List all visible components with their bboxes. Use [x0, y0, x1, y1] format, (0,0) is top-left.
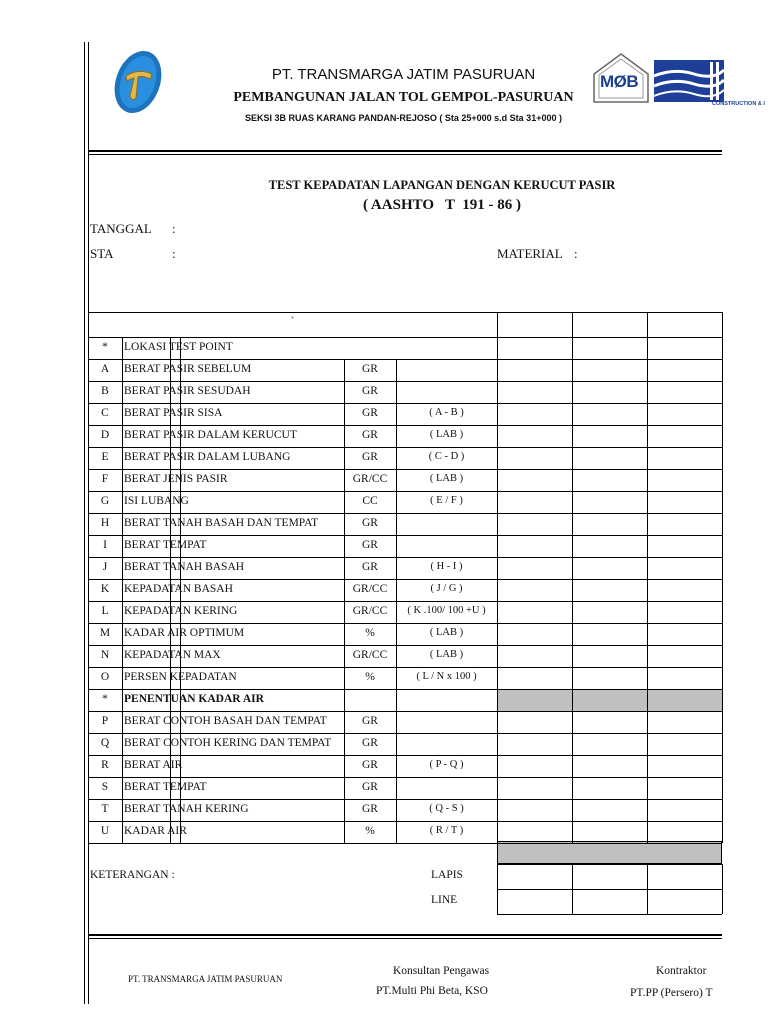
sign-right-company: PT.PP (Persero) T [630, 987, 713, 999]
footer-grid-rule [722, 864, 723, 914]
table-rule [88, 623, 722, 624]
row-description: KEPADATAN BASAH [124, 583, 233, 595]
row-code: C [101, 407, 109, 419]
row-code: A [100, 363, 110, 375]
row-code: H [100, 517, 110, 529]
table-rule [88, 425, 722, 426]
line-label: LINE [431, 894, 458, 906]
table-rule [88, 359, 722, 360]
form-title: TEST KEPADATAN LAPANGAN DENGAN KERUCUT PASIR [268, 178, 616, 192]
lapis-label: LAPIS [431, 869, 463, 881]
row-code: M [99, 627, 111, 639]
row-unit: GR [362, 781, 378, 793]
sign-right-title: Kontraktor [656, 965, 707, 977]
table-header-mark: ` [290, 316, 295, 328]
row-description: BERAT TANAH BASAH [124, 561, 245, 573]
company-name: PT. TRANSMARGA JATIM PASURUAN [271, 66, 536, 83]
row-code: * [102, 341, 108, 353]
row-unit: GR [362, 737, 378, 749]
table-column-rule [122, 337, 123, 843]
row-description: KADAR AIR OPTIMUM [124, 627, 245, 639]
row-description: BERAT TEMPAT [124, 539, 207, 551]
material-sep: : [574, 246, 578, 261]
table-rule [88, 711, 722, 712]
project-name: PEMBANGUNAN JALAN TOL GEMPOL-PASURUAN [233, 90, 574, 105]
row-description: BERAT PASIR SEBELUM [124, 363, 252, 375]
row-description: BERAT TEMPAT [124, 781, 207, 793]
mob-logo-text: MØB [600, 72, 639, 91]
row-unit: GR/CC [352, 649, 388, 661]
footer-rule-1 [88, 934, 722, 936]
row-unit: GR [362, 407, 378, 419]
row-code: * [102, 693, 108, 705]
row-description: BERAT PASIR DALAM KERUCUT [124, 429, 297, 441]
row-unit: GR [362, 517, 378, 529]
row-formula: ( R / T ) [429, 825, 464, 836]
row-formula: ( L / N x 100 ) [416, 671, 477, 682]
row-code: G [100, 495, 110, 507]
footer-grid-rule [497, 889, 722, 890]
table-rule [88, 491, 722, 492]
table-rule [88, 667, 722, 668]
footer-grid-rule [497, 864, 722, 865]
footer-grid-rule [572, 864, 573, 914]
row-code: T [101, 803, 109, 815]
sign-mid-company: PT.Multi Phi Beta, KSO [376, 985, 488, 997]
row-formula: ( J / G ) [430, 583, 463, 594]
table-rule [88, 579, 722, 580]
table-rule [88, 535, 722, 536]
row-unit: GR/CC [352, 473, 388, 485]
table-rule [88, 821, 722, 822]
row-formula: ( LAB ) [429, 473, 464, 484]
row-unit: GR [362, 715, 378, 727]
row-unit: GR/CC [352, 605, 388, 617]
table-rule [88, 337, 722, 338]
row-unit: GR/CC [352, 583, 388, 595]
header-rule-1 [88, 150, 722, 152]
row-description: BERAT PASIR DALAM LUBANG [124, 451, 291, 463]
footer-rule-2 [88, 938, 722, 939]
table-column-rule [572, 312, 573, 843]
sign-mid-title: Konsultan Pengawas [393, 965, 490, 977]
table-rule [88, 689, 722, 690]
row-formula: ( H - I ) [430, 561, 463, 572]
row-code: O [100, 671, 110, 683]
keterangan-label: KETERANGAN : [90, 869, 175, 881]
row-unit: GR [362, 803, 378, 815]
row-code: I [103, 539, 107, 551]
footer-grid-rule [497, 864, 498, 914]
row-code: S [101, 781, 109, 793]
table-rule [88, 403, 722, 404]
row-unit: GR [362, 385, 378, 397]
row-unit: GR [362, 759, 378, 771]
row-description: BERAT AIR [124, 759, 183, 771]
row-formula: ( C - D ) [428, 451, 465, 462]
table-rule [88, 469, 722, 470]
footer-grid-rule [647, 864, 648, 914]
row-unit: % [365, 627, 375, 639]
row-description: ISI LUBANG [124, 495, 189, 507]
row-unit: GR [362, 539, 378, 551]
row-code: R [101, 759, 109, 771]
table-column-rule [647, 312, 648, 843]
row-formula: ( LAB ) [429, 627, 464, 638]
tanggal-sep: : [172, 221, 176, 236]
row-description: LOKASI TEST POINT [124, 341, 233, 353]
row-description: BERAT CONTOH BASAH DAN TEMPAT [124, 715, 327, 727]
row-unit: GR [362, 561, 378, 573]
row-description: KEPADATAN KERING [124, 605, 238, 617]
table-border-right [722, 312, 723, 843]
row-description: BERAT JENIS PASIR [124, 473, 228, 485]
row-code: F [101, 473, 109, 485]
row-code: B [101, 385, 109, 397]
row-formula: ( LAB ) [429, 649, 464, 660]
row-formula: ( E / F ) [430, 495, 463, 506]
row-code: E [101, 451, 109, 463]
row-description: BERAT CONTOH KERING DAN TEMPAT [124, 737, 332, 749]
table-rule [88, 557, 722, 558]
table-column-rule [497, 312, 498, 843]
table-rule [88, 312, 722, 313]
footer-grey-band [497, 841, 722, 864]
row-code: P [101, 715, 109, 727]
table-rule [88, 381, 722, 382]
row-unit: GR [362, 451, 378, 463]
grey-cell [497, 689, 722, 711]
row-formula: ( P - Q ) [429, 759, 464, 770]
row-description: BERAT TANAH BASAH DAN TEMPAT [124, 517, 319, 529]
table-rule [88, 447, 722, 448]
row-description: BERAT PASIR SESUDAH [124, 385, 251, 397]
table-rule [88, 733, 722, 734]
row-unit: % [365, 671, 375, 683]
row-unit: CC [362, 495, 378, 507]
row-code: N [100, 649, 110, 661]
table-rule [88, 645, 722, 646]
sign-left-company: PT. TRANSMARGA JATIM PASURUAN [128, 974, 283, 984]
row-code: L [101, 605, 109, 617]
row-unit: % [365, 825, 375, 837]
table-rule [88, 513, 722, 514]
row-unit: GR [362, 429, 378, 441]
table-rule [88, 799, 722, 800]
sta-label: STA [90, 246, 114, 261]
row-formula: ( A - B ) [429, 407, 464, 418]
row-description: BERAT TANAH KERING [124, 803, 249, 815]
row-code: Q [100, 737, 110, 749]
material-label: MATERIAL [497, 246, 563, 261]
row-code: D [100, 429, 110, 441]
row-formula: ( K .100/ 100 +U ) [407, 605, 486, 616]
section-text: SEKSI 3B RUAS KARANG PANDAN-REJOSO ( Sta 25+000 s.d Sta 31+000 ) [245, 113, 562, 123]
row-description: KADAR AIR [124, 825, 187, 837]
table-rule [88, 755, 722, 756]
row-description: PENENTUAN KADAR AIR [124, 693, 264, 705]
header-rule-2 [88, 154, 722, 155]
row-code: U [100, 825, 110, 837]
row-code: J [102, 561, 108, 573]
table-rule [88, 601, 722, 602]
row-description: PERSEN KEPADATAN [124, 671, 237, 683]
tanggal-label: TANGGAL [90, 221, 152, 236]
table-rule [88, 777, 722, 778]
table-rule [88, 843, 722, 844]
row-unit: GR [362, 363, 378, 375]
row-formula: ( LAB ) [429, 429, 464, 440]
construction-text: CONSTRUCTION & I [712, 101, 765, 107]
row-formula: ( Q - S ) [429, 803, 464, 814]
form-standard: ( AASHTO T 191 - 86 ) [363, 197, 521, 213]
row-code: K [100, 583, 110, 595]
row-description: KEPADATAN MAX [124, 649, 221, 661]
row-description: BERAT PASIR SISA [124, 407, 223, 419]
footer-grid-rule [497, 914, 722, 915]
sta-sep: : [172, 246, 176, 261]
